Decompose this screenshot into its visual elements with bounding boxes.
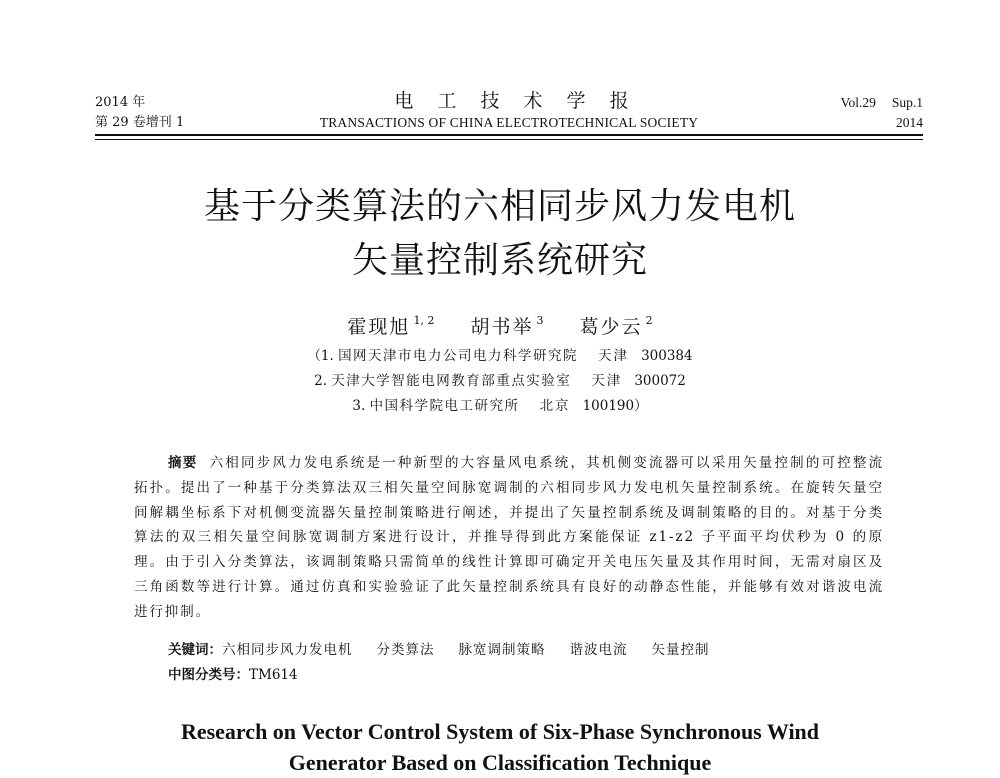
header-year-en: 2014 — [896, 115, 923, 130]
journal-name-en: TRANSACTIONS OF CHINA ELECTROTECHNICAL SOCIETY — [319, 115, 699, 130]
keywords — [168, 638, 734, 662]
abstract-text: 六相同步风力发电系统是一种新型的大容量风电系统，其机侧变流器可以采用矢量控制的可控整流拓扑。提出了一种基于分类算法双三相矢量空间脉宽调制的六相同步风力发电机矢量控制系统。在旋转矢量空间解耦坐标系下对机侧变流器矢量控制策略进行阐述，并提出了矢量控制系统及调制策略的目的。对基于分类算法的双三相矢量空间脉宽调制方案进行设计，并推导得到此方案能保证 z1-z2 子平面平均伏秒为 0 的原理。由于引入分类算法，该调制策略只需简单的线性计算即可确定开关电压矢量及其作用时间，无需对扇区及三角函数等进行计算。通过仿真和实验验证了此矢量控制系统具有良好的动静态性能，并能够有效对谐波电流进行抑制。 — [134, 455, 885, 620]
author-affil-mark: 3 — [536, 314, 544, 327]
keyword: 矢量控制 — [651, 642, 710, 658]
header-year: 2014 年 — [95, 95, 146, 110]
affiliation-zip: 100190 — [582, 398, 635, 414]
affiliation-org: 国网天津市电力公司电力科学研究院 — [338, 348, 579, 364]
header-rule-thin — [95, 139, 923, 140]
header-vol: Vol.29 — [840, 95, 876, 110]
affiliation-suffix: ） — [634, 398, 648, 414]
affiliation-city: 天津 — [591, 373, 623, 389]
abstract-label: 摘要 — [168, 455, 198, 471]
affiliation-number: 2. — [314, 373, 328, 389]
affiliation-zip: 300072 — [634, 373, 686, 389]
title-cn-line-2: 矢量控制系统研究 — [351, 240, 648, 281]
keyword: 六相同步风力发电机 — [222, 642, 353, 658]
keyword: 脉宽调制策略 — [458, 642, 546, 658]
author — [347, 316, 434, 338]
title-en-line-1: Research on Vector Control System of Six-Phase Synchronous Wind — [180, 719, 820, 744]
keyword: 分类算法 — [376, 642, 435, 658]
affiliation-org: 天津大学智能电网教育部重点实验室 — [331, 373, 572, 389]
affiliation-zip: 300384 — [641, 348, 693, 364]
header-right — [840, 93, 923, 133]
paper-title-cn — [0, 180, 1000, 288]
classification-value: TM614 — [249, 667, 298, 683]
affiliation-org: 中国科学院电工研究所 — [369, 398, 520, 414]
classification-number — [168, 663, 298, 687]
journal-name-cn: 电 工 技 术 学 报 — [394, 90, 638, 112]
title-en-line-2: Generator Based on Classification Technique — [288, 750, 712, 775]
affiliation-list — [0, 344, 1000, 419]
author-list — [0, 307, 1000, 341]
header-rule-thick — [95, 134, 923, 136]
affiliation-city: 北京 — [539, 398, 571, 414]
title-cn-line-1: 基于分类算法的六相同步风力发电机 — [203, 186, 796, 227]
author-name: 霍现旭 — [347, 316, 411, 338]
header-volume — [840, 93, 923, 113]
affiliation — [0, 344, 1000, 369]
keyword: 谐波电流 — [569, 642, 628, 658]
header-issue: 第 29 卷增刊 1 — [95, 115, 185, 130]
classification-label: 中图分类号： — [168, 667, 249, 683]
affiliation — [0, 369, 1000, 394]
affiliation-city: 天津 — [598, 348, 630, 364]
author-affil-mark: 2 — [645, 314, 653, 327]
affiliation — [0, 394, 1000, 419]
author — [580, 316, 653, 338]
abstract — [134, 451, 884, 625]
journal-header — [95, 90, 923, 139]
author-affil-mark: 1, 2 — [413, 314, 435, 327]
affiliation-number: （1. — [307, 348, 334, 364]
header-sup: Sup.1 — [891, 95, 923, 110]
header-center — [95, 89, 923, 133]
author-name: 葛少云 — [579, 316, 643, 338]
keywords-label: 关键词： — [168, 642, 222, 658]
affiliation-number: 3. — [352, 398, 366, 414]
author-name: 胡书举 — [470, 316, 534, 338]
paper-title-en — [0, 716, 1000, 778]
author — [470, 316, 543, 338]
